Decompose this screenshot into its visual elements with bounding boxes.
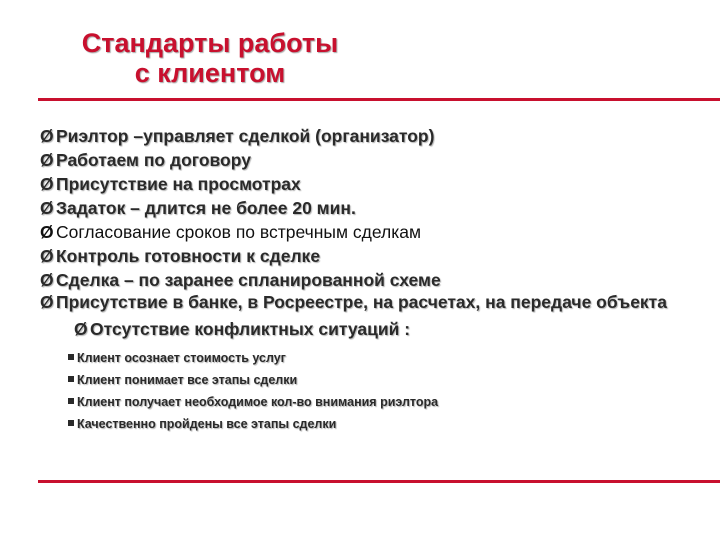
list-item-viewings bbox=[40, 172, 712, 196]
list-item-text: Согласование сроков по встречным сделкам bbox=[56, 222, 422, 242]
arrow-bullet-icon: Ø bbox=[40, 150, 54, 170]
sub-item-text: Качественно пройдены все этапы сделки bbox=[77, 417, 337, 431]
sub-item-text: Клиент получает необходимое кол-во внимания риэлтора bbox=[77, 395, 439, 409]
list-item-text: Сделка – по заранее спланированной схеме bbox=[56, 270, 441, 290]
sub-item-text: Клиент понимает все этапы сделки bbox=[77, 373, 298, 387]
sub-item-attention bbox=[68, 391, 712, 413]
sub-item-cost bbox=[68, 347, 712, 369]
list-item-readiness bbox=[40, 244, 712, 268]
slide-title-line-1: Стандарты работы bbox=[81, 28, 339, 58]
sub-item-quality bbox=[68, 413, 712, 435]
list-item-contract bbox=[40, 148, 712, 172]
list-item-text: Присутствие в банке, в Росреестре, на расчетах, на передаче объекта bbox=[56, 292, 667, 312]
subheading-no-conflicts bbox=[74, 317, 712, 341]
arrow-bullet-icon: Ø bbox=[40, 126, 54, 146]
arrow-bullet-icon: Ø bbox=[40, 198, 54, 218]
list-item-text: Контроль готовности к сделке bbox=[56, 246, 321, 266]
sub-item-text: Клиент осознает стоимость услуг bbox=[77, 351, 286, 365]
list-item-text: Присутствие на просмотрах bbox=[56, 174, 301, 194]
arrow-bullet-icon: Ø bbox=[40, 292, 54, 312]
slide-title-line-2: с клиентом bbox=[134, 58, 286, 88]
bottom-divider bbox=[38, 480, 720, 483]
subheading-text: Отсутствие конфликтных ситуаций : bbox=[90, 319, 411, 339]
square-bullet-icon bbox=[68, 354, 74, 360]
square-bullet-icon bbox=[68, 376, 74, 382]
list-item-organizer bbox=[40, 124, 712, 148]
list-item-deposit bbox=[40, 196, 712, 220]
top-divider bbox=[38, 98, 720, 101]
arrow-bullet-icon: Ø bbox=[40, 174, 54, 194]
list-item-presence bbox=[40, 292, 712, 313]
slide-body bbox=[40, 124, 712, 435]
list-item-deal-plan bbox=[40, 268, 712, 292]
sub-item-stages bbox=[68, 369, 712, 391]
arrow-bullet-icon: Ø bbox=[40, 246, 54, 266]
slide-title bbox=[0, 28, 420, 88]
list-item-text: Риэлтор –управляет сделкой (организатор) bbox=[56, 126, 435, 146]
square-bullet-icon bbox=[68, 398, 74, 404]
arrow-bullet-icon: Ø bbox=[40, 270, 54, 290]
list-item-schedule bbox=[40, 220, 712, 244]
arrow-bullet-icon: Ø bbox=[74, 319, 88, 339]
list-item-text: Задаток – длится не более 20 мин. bbox=[56, 198, 356, 218]
arrow-bullet-icon: Ø bbox=[40, 222, 54, 242]
square-bullet-icon bbox=[68, 420, 74, 426]
list-item-text: Работаем по договору bbox=[56, 150, 251, 170]
